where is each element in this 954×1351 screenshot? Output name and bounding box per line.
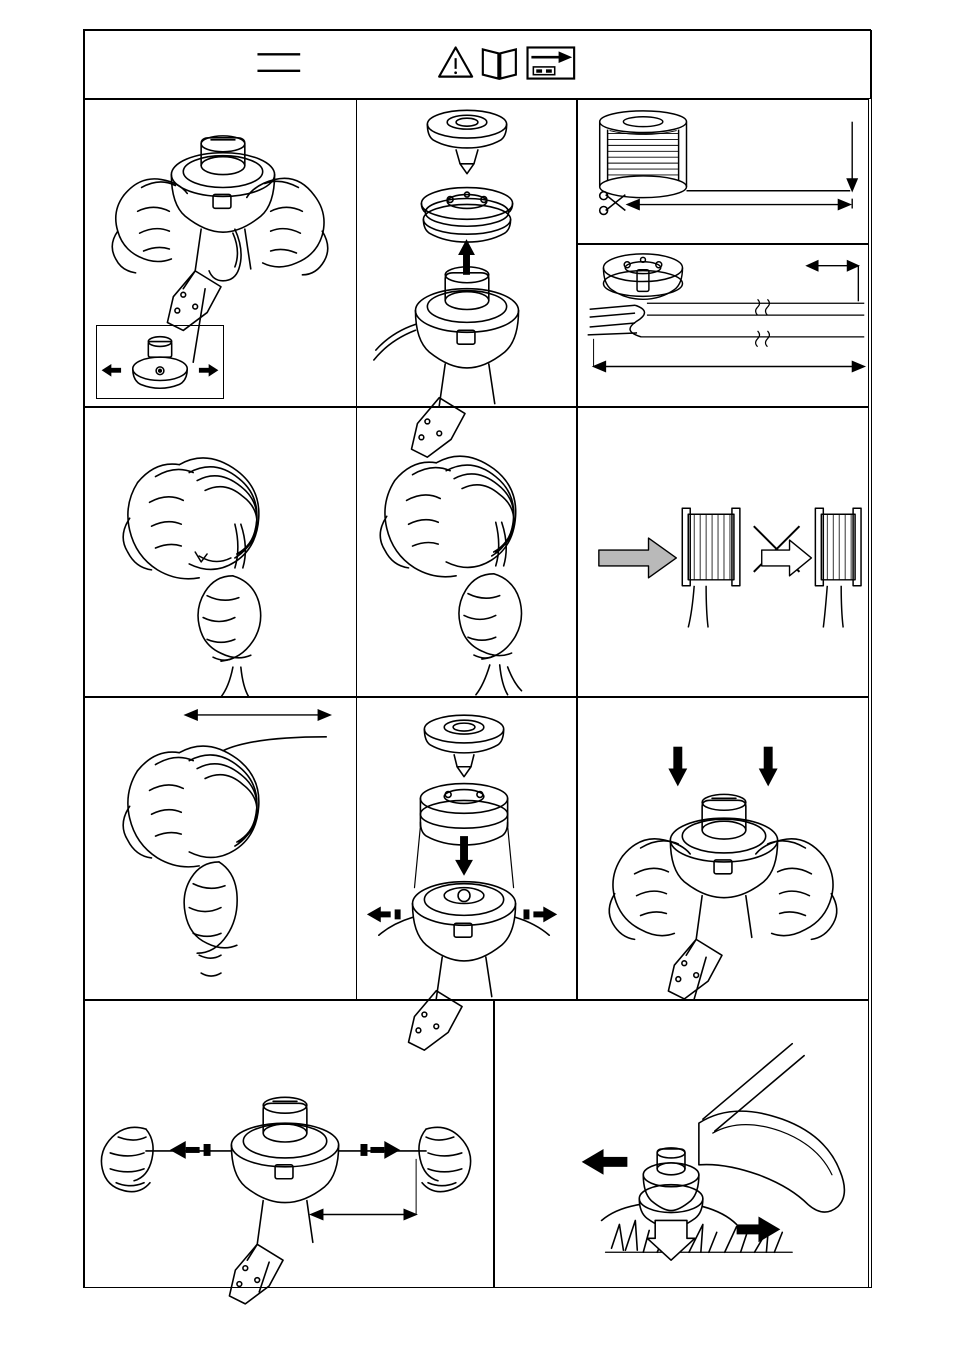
pull-lines-equal-illustration — [84, 1000, 494, 1287]
height-dimension-arrow — [848, 122, 858, 215]
cell-2-1 — [83, 406, 357, 698]
down-arrow-left — [669, 747, 688, 787]
correct-spool — [683, 509, 741, 628]
winding-hand-first-illustration — [84, 407, 356, 697]
left-pull-arrow — [170, 1141, 211, 1159]
cell-3-1 — [83, 696, 357, 1001]
warning-triangle-icon — [440, 48, 473, 77]
header-band — [83, 29, 871, 99]
cell-3-2 — [356, 696, 578, 1001]
header-symbols — [84, 30, 870, 98]
insert-spool-illustration — [357, 697, 577, 1000]
white-arrow-incorrect — [762, 540, 812, 576]
tap-head-on-ground-illustration — [494, 1000, 868, 1287]
right-feed-arrow — [737, 1217, 781, 1243]
right-pull-arrow — [524, 907, 558, 923]
spool-threading-illustration — [577, 244, 868, 407]
length-dimension-arrow — [628, 200, 851, 210]
left-pull-arrow — [367, 907, 401, 923]
arrow-in-box-icon — [528, 48, 575, 79]
left-feed-arrow — [582, 1149, 628, 1175]
down-arrow-right — [759, 747, 778, 787]
open-book-icon — [483, 50, 516, 79]
press-cap-down-illustration — [577, 697, 868, 1000]
up-arrow — [458, 240, 475, 276]
press-tabs-illustration — [97, 326, 223, 398]
cell-1-3-top — [576, 99, 869, 245]
cell-3-3 — [576, 696, 869, 1001]
inset-press-tabs — [96, 325, 224, 399]
equal-length-dimension-arrow — [311, 1159, 416, 1220]
line-length-dimension-arrow — [186, 710, 331, 720]
cell-2-3 — [576, 406, 869, 698]
short-length-dimension-arrow — [807, 261, 858, 302]
correct-incorrect-winding-illustration — [577, 407, 868, 697]
cell-1-3-bottom — [576, 243, 869, 408]
cell-4-2 — [493, 999, 869, 1288]
right-arrow — [199, 364, 218, 377]
line-reel-illustration — [577, 100, 868, 244]
tap-down-arrow — [648, 1221, 696, 1261]
exploded-head-illustration — [357, 100, 577, 407]
cell-1-2 — [356, 99, 578, 408]
equals-symbol — [258, 55, 301, 72]
page-frame — [84, 30, 872, 1288]
grey-arrow-correct — [599, 538, 676, 578]
down-arrow — [455, 837, 473, 877]
full-length-dimension-arrow — [594, 339, 865, 372]
free-line-length-illustration — [84, 697, 356, 1000]
cell-4-1 — [83, 999, 495, 1288]
cell-2-2 — [356, 406, 578, 698]
winding-hand-second-illustration — [357, 407, 577, 697]
right-pull-arrow — [361, 1141, 401, 1159]
incorrect-spool — [816, 509, 862, 628]
cell-1-1 — [83, 99, 357, 408]
left-arrow — [102, 364, 121, 377]
